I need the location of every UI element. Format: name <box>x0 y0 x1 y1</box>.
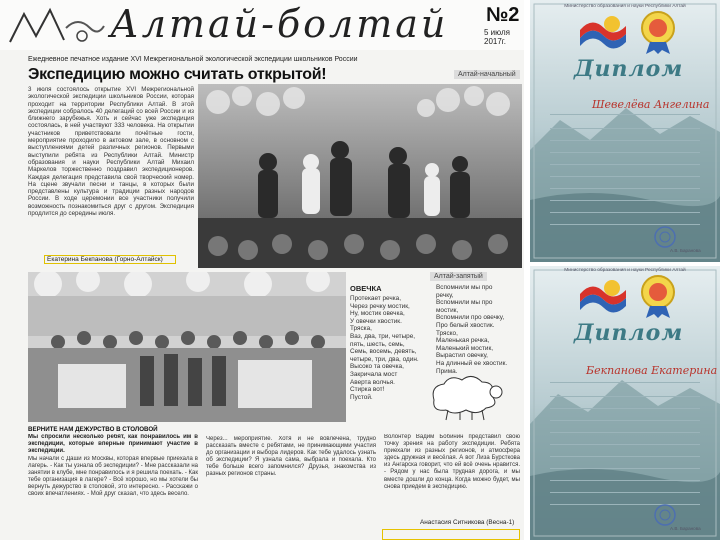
diploma-recipient: Бекпанова Екатерина <box>586 364 718 377</box>
group-photo <box>28 272 346 422</box>
expedition-logo-icon <box>6 6 106 48</box>
medal-emblem-icon <box>638 8 678 56</box>
diploma-line <box>550 164 700 165</box>
flag-emblem-icon <box>578 278 628 318</box>
diploma-line <box>550 176 700 177</box>
diploma-line <box>550 408 700 409</box>
diploma-line <box>550 188 700 189</box>
flag-emblem-icon <box>578 14 628 54</box>
diploma-line <box>550 212 700 213</box>
diploma-bottom <box>530 266 720 540</box>
diploma-top <box>530 0 720 262</box>
diploma-recipient: Шевелёва Ангелина <box>592 98 710 111</box>
newspaper-subtitle: Ежедневное печатное издание XVI Межрегиональной экологической экспедиции школьников России <box>28 56 358 63</box>
diploma-line <box>550 420 700 421</box>
interview-text: Мы начали с Даши из Москвы, которая впервые приехала в лагерь. - Как ты узнала об экспедиции? - Мне рассказали на занятии в клубе, мне понравилось и я решила поехать. - Как тебе организация в лагере? - Всё хорошо, но мы хотели бы вернуть дежурство в столовой, это интересно. - Расскажи о своих впечатлениях. - Мой друг сказал, что здесь весело. <box>28 456 198 498</box>
section-tag-top: Алтай-начальный <box>454 70 520 79</box>
seal-icon <box>654 504 676 526</box>
headline: Экспедицию можно считать открытой! <box>28 66 327 83</box>
section-tag-mid: Алтай-запятый <box>430 272 487 281</box>
diploma-signature: А.В. Баранова <box>670 526 701 531</box>
article-text: 3 июля состоялось открытие XVI Межрегиональной экологической экспедиции школьников России, которая проходит на территории Республики Алтай. В этой экспедиции собралось 40 делегаций со всей России и из ближнего зарубежья. Хоть и сейчас уже экспедиция состоялась, в ней участвуют 333 человека. На открытии участников приветствовали почётные гости, мероприятие проходило в актовом зале, в основном с выступлениями детей различных регионов. Первыми выступили ребята из Республики Алтай. Министр образования и науки Республики Алтай Михаил Маркелов торжественно поздравил экспедиционеров. Каждая делегация представила свой творческий номер. На сцене звучали песни и танцы, в которых были представлены культура и традиции разных народов России. В ходе церемонии все участники получили возможность познакомиться друг с другом. Экспедиция продлится до середины июля. <box>28 86 194 218</box>
sheep-drawing-icon <box>416 370 512 422</box>
diploma-line <box>550 468 700 469</box>
diploma-line <box>550 432 700 433</box>
diploma-line <box>550 140 700 141</box>
diploma-line <box>550 492 700 493</box>
diploma-title: Диплом <box>574 320 684 346</box>
diploma-line <box>550 152 700 153</box>
masthead <box>0 0 524 50</box>
right-column-text: Волонтер Вадим Бобинин представил свою точку зрения на работу экспедиции. Ребята приехали из разных регионов, и атмосфера здесь дружная и весёлая. А вот Лиза Бурсткова из Ангарска говорит, что ей всё очень нравится. - Рядом у нас была трудная дорога, и мы вместе дошли до конца. Когда можно будет, мы снова приедем в экспедицию. <box>384 434 520 490</box>
issue-date <box>484 28 522 46</box>
diploma-line <box>550 444 700 445</box>
diploma-signature: А.В. Баранова <box>670 248 701 253</box>
diploma-line <box>550 480 700 481</box>
diploma-header: Министерство образования и науки Республики Алтай <box>564 268 686 273</box>
poem-title: ОВЕЧКА <box>350 284 382 293</box>
issue-number: №2 <box>486 4 520 26</box>
issue-date-day: 5 июля <box>484 28 510 37</box>
newspaper-title: Алтай-болтай <box>110 2 449 46</box>
opening-ceremony-photo <box>198 84 522 268</box>
middle-column-text: Через... мероприятие. Хотя и не вовлечена, трудно рассказать вместе с ребятами, не принимающими участия до организации и выбора лидеров. Как тебе удалось узнать об экспедиции? Я узнала сама, выбрала и поехала. Кто тебе больше всего запомнился? Друзья, знакомства из разных регионов страны. <box>206 436 376 478</box>
diploma-line <box>550 382 700 383</box>
diploma-line <box>550 128 700 129</box>
article-author: Екатерина Бекпанова (Горно-Алтайск) <box>44 255 176 264</box>
seal-icon <box>654 226 676 248</box>
diploma-line <box>550 456 700 457</box>
poem-left-column: Протекает речка, Через речку мостик, Ну, мостик овечка, У овечки хвостик. Тряска, Ваз, два, три, четыре, пять, шесть, семь, Семь, восемь, девять, четыре, три, два, один. Высоко та овечка, Закричала мост Аверта волчья. Стирка вот! Пустой. <box>350 295 419 401</box>
highlight-frame <box>382 529 520 540</box>
diploma-line <box>550 224 700 225</box>
diploma-line <box>550 504 700 505</box>
article-author-2: Анастасия Ситникова (Весна-1) <box>420 519 515 526</box>
interview-intro: Мы спросили несколько ребят, как понравилось им в экспедиции, которые вперные принимают участие в экспедиции. <box>28 434 198 454</box>
poem-right-column: Вспомнили мы про речку, Вспомнили мы про мостик, Вспомнили про овечку, Про белый хвостик. Тряско, Маленькая речка, Маленький мостик, Вырастил овечку, На длинный ее хвостик. Прима. <box>436 284 508 375</box>
diploma-line <box>550 114 700 115</box>
diploma-title: Диплом <box>574 56 684 82</box>
medal-emblem-icon <box>638 272 678 320</box>
issue-date-year: 2017г. <box>484 37 506 46</box>
interview-heading: ВЕРНИТЕ НАМ ДЕЖУРСТВО В СТОЛОВОЙ <box>28 426 158 433</box>
diploma-header: Министерство образования и науки Республики Алтай <box>564 4 686 9</box>
diploma-line <box>550 396 700 397</box>
diploma-line <box>550 200 700 201</box>
